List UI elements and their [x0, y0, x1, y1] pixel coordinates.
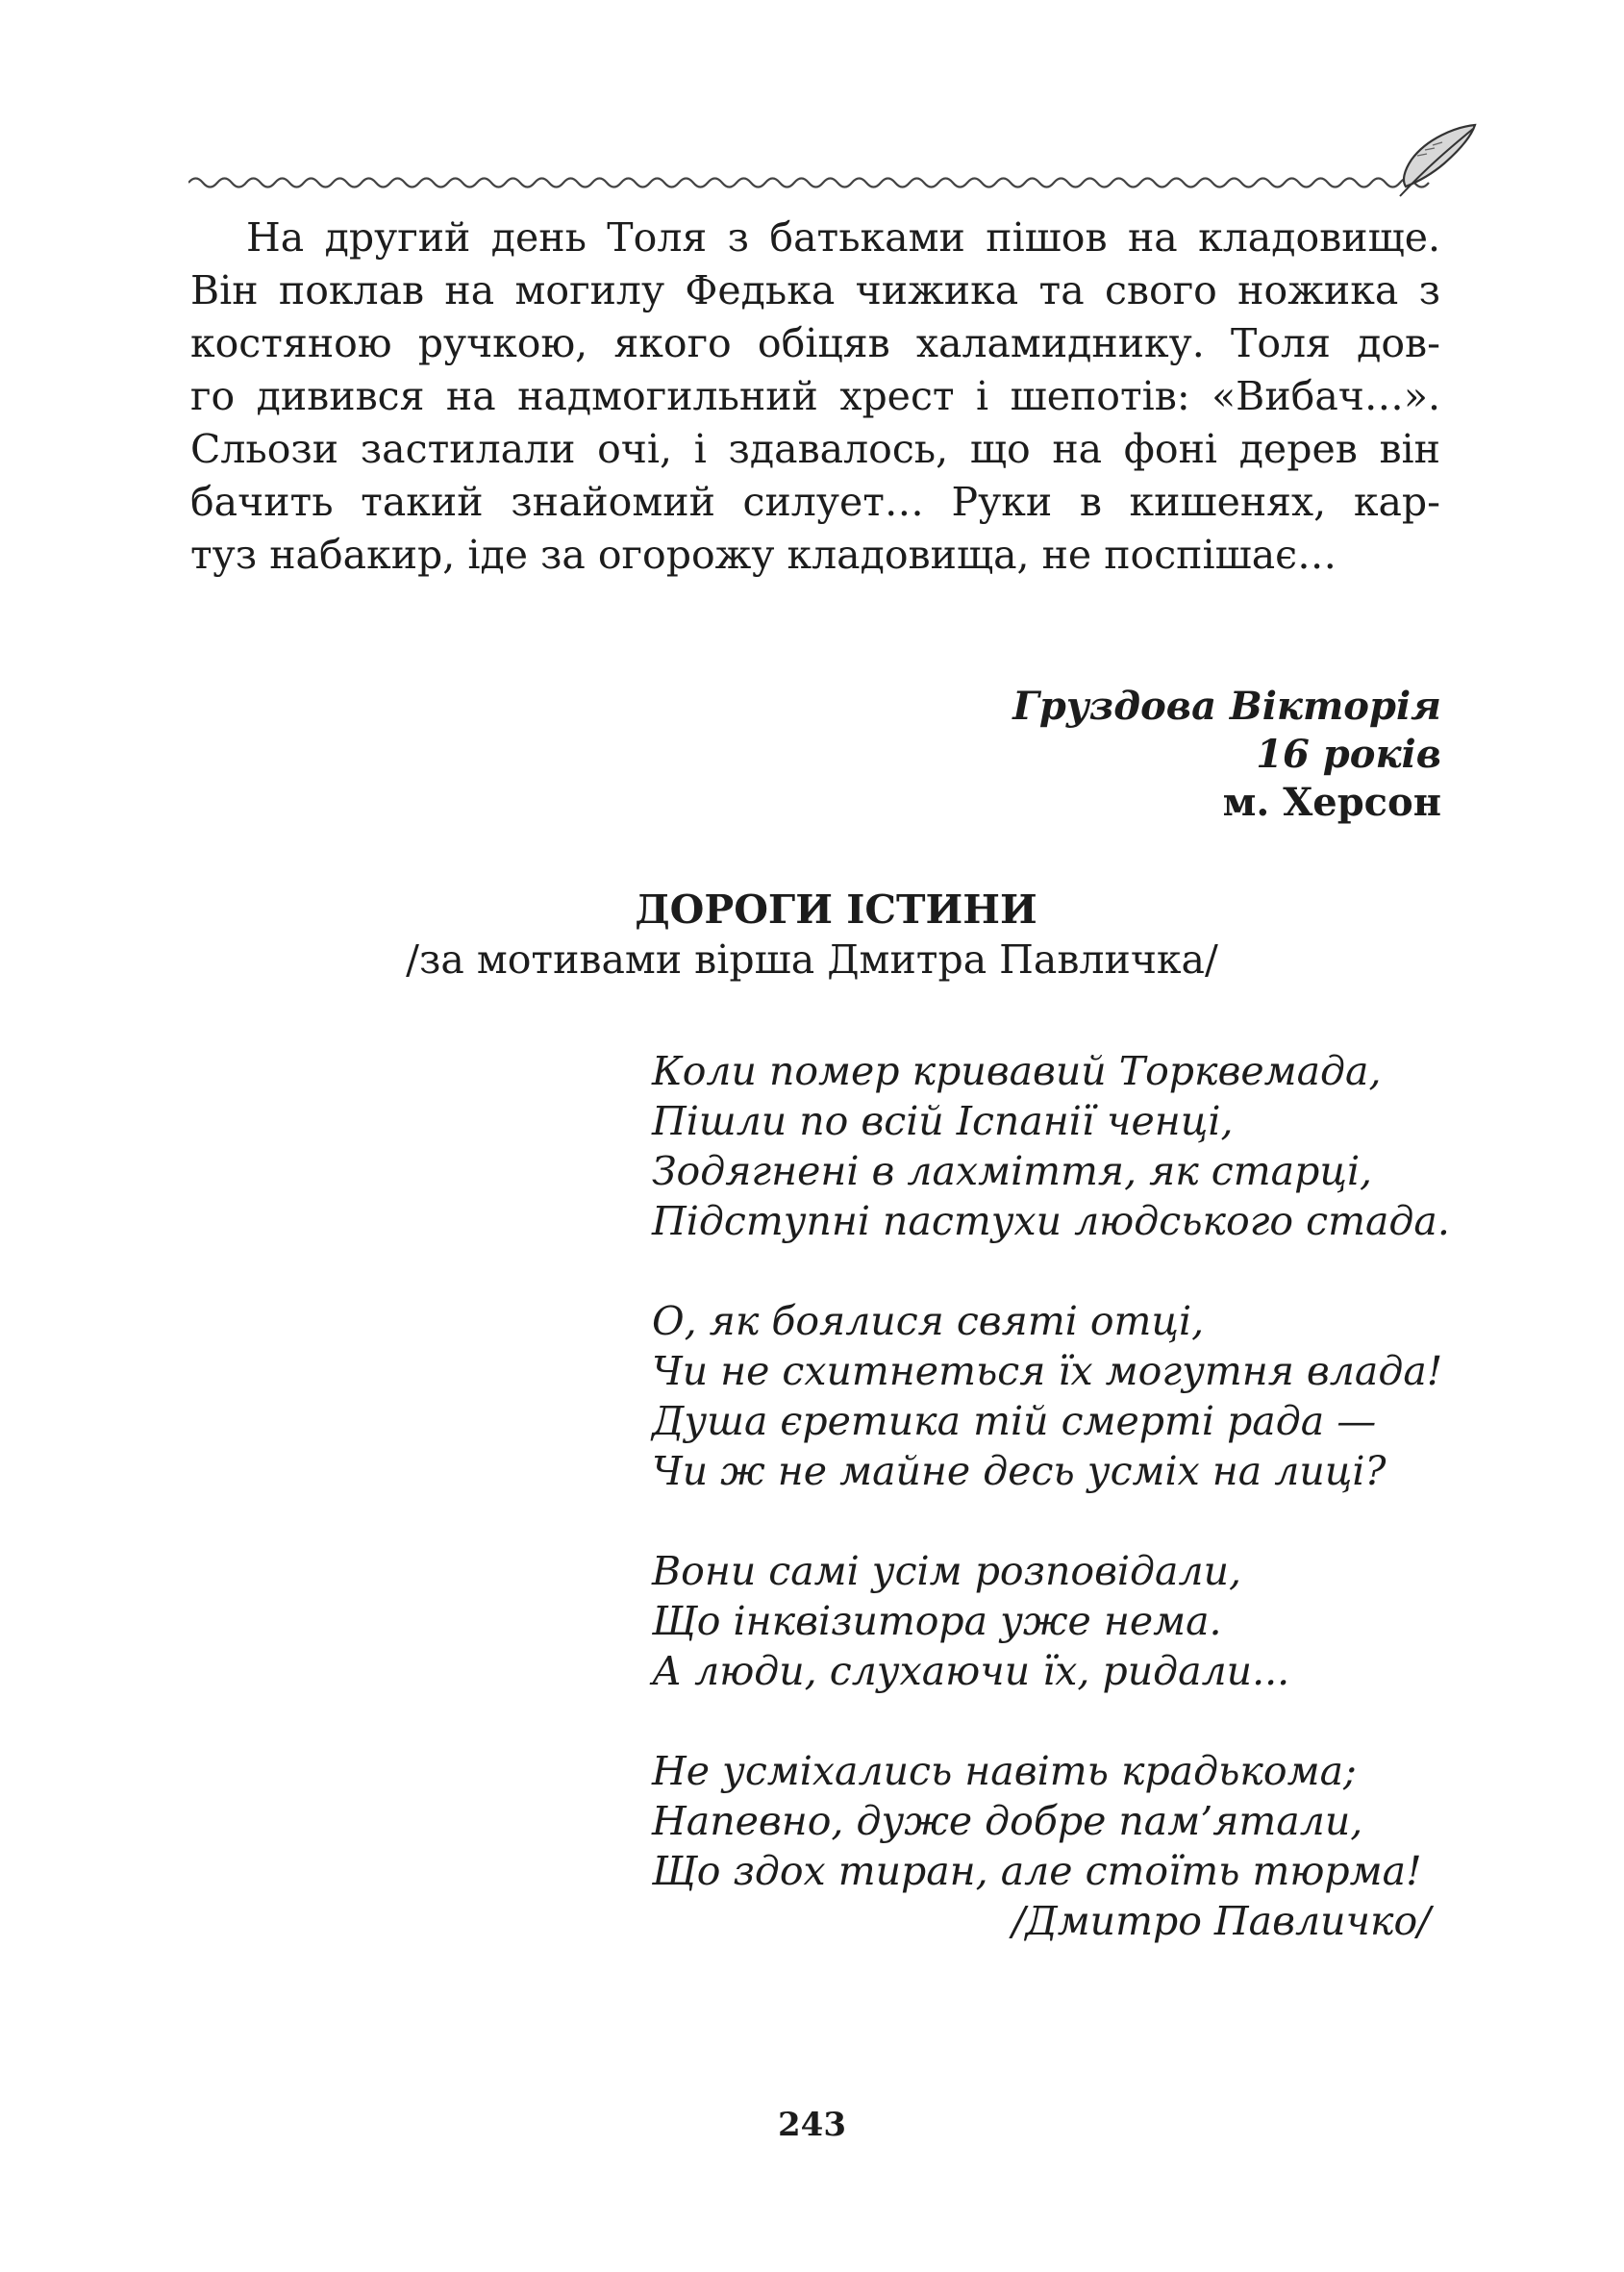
author-name: Груздова Вікторія: [1012, 684, 1441, 729]
prose-line: бачить такий знайомий силует… Руки в кишенях, кар-: [190, 479, 1440, 525]
poem-heading: [0, 885, 1624, 985]
poem-body: [652, 1046, 1450, 1946]
poem-verse: Зодягнені в лахміття, як старці,: [652, 1148, 1373, 1194]
poem-verse: Що інквізитора уже нема.: [652, 1598, 1222, 1644]
quill-pen-icon: [1400, 125, 1475, 196]
poem-verse: Душа єретика тій смерті рада —: [652, 1398, 1377, 1444]
poem-verse: Чи ж не майне десь усміх на лиці?: [652, 1448, 1387, 1494]
poem-verse: О, як боялися святі отці,: [652, 1298, 1205, 1344]
poem-verse: Чи не схитнеться їх могутня влада!: [652, 1348, 1443, 1394]
poem-stanza: [652, 1046, 1450, 1246]
poem-verse: Підступні пастухи людського стада.: [652, 1198, 1450, 1244]
author-city: м. Херсон: [1222, 780, 1441, 825]
author-byline: [1012, 683, 1441, 827]
prose-line: Сльози застилали очі, і здавалось, що на фоні дерев він: [190, 426, 1440, 472]
poem-stanza: [652, 1546, 1440, 1696]
poem-verse: А люди, слухаючи їх, ридали...: [652, 1648, 1290, 1694]
wavy-divider-line: [188, 179, 1429, 187]
poem-verse: Напевно, дуже добре пам’ятали,: [652, 1798, 1363, 1844]
poem-stanza: [652, 1296, 1443, 1496]
poem-subtitle: /за мотивами вірша Дмитра Павличка/: [406, 936, 1218, 983]
page-number: 243: [778, 2106, 846, 2144]
prose-line: го дивився на надмогильний хрест і шепотів: «Вибач…».: [190, 373, 1440, 419]
poem-stanza: [652, 1746, 1440, 1896]
prose-line: туз набакир, іде за огорожу кладовища, не поспішає…: [190, 532, 1337, 578]
author-age: 16 років: [1256, 732, 1441, 777]
prose-line: Він поклав на могилу Федька чижика та свого ножика з: [190, 267, 1440, 313]
header-ornament: [188, 115, 1496, 202]
poem-verse: Не усміхались навіть крадькома;: [652, 1748, 1357, 1794]
poem-attribution: /Дмитро Павличко/: [1012, 1898, 1431, 1944]
prose-line: костяною ручкою, якого обіцяв халамиднику. Толя дов-: [190, 320, 1440, 366]
poem-verse: Коли помер кривавий Торквемада,: [652, 1048, 1382, 1094]
poem-verse: Що здох тиран, але стоїть тюрма!: [652, 1848, 1422, 1894]
prose-line: На другий день Толя з батьками пішов на кладовище.: [246, 214, 1440, 261]
poem-verse: Пішли по всій Іспанії ченці,: [652, 1098, 1234, 1144]
poem-verse: Вони самі усім розповідали,: [652, 1548, 1242, 1594]
prose-paragraph: [190, 212, 1440, 582]
poem-title: ДОРОГИ ІСТИНИ: [635, 886, 1037, 933]
